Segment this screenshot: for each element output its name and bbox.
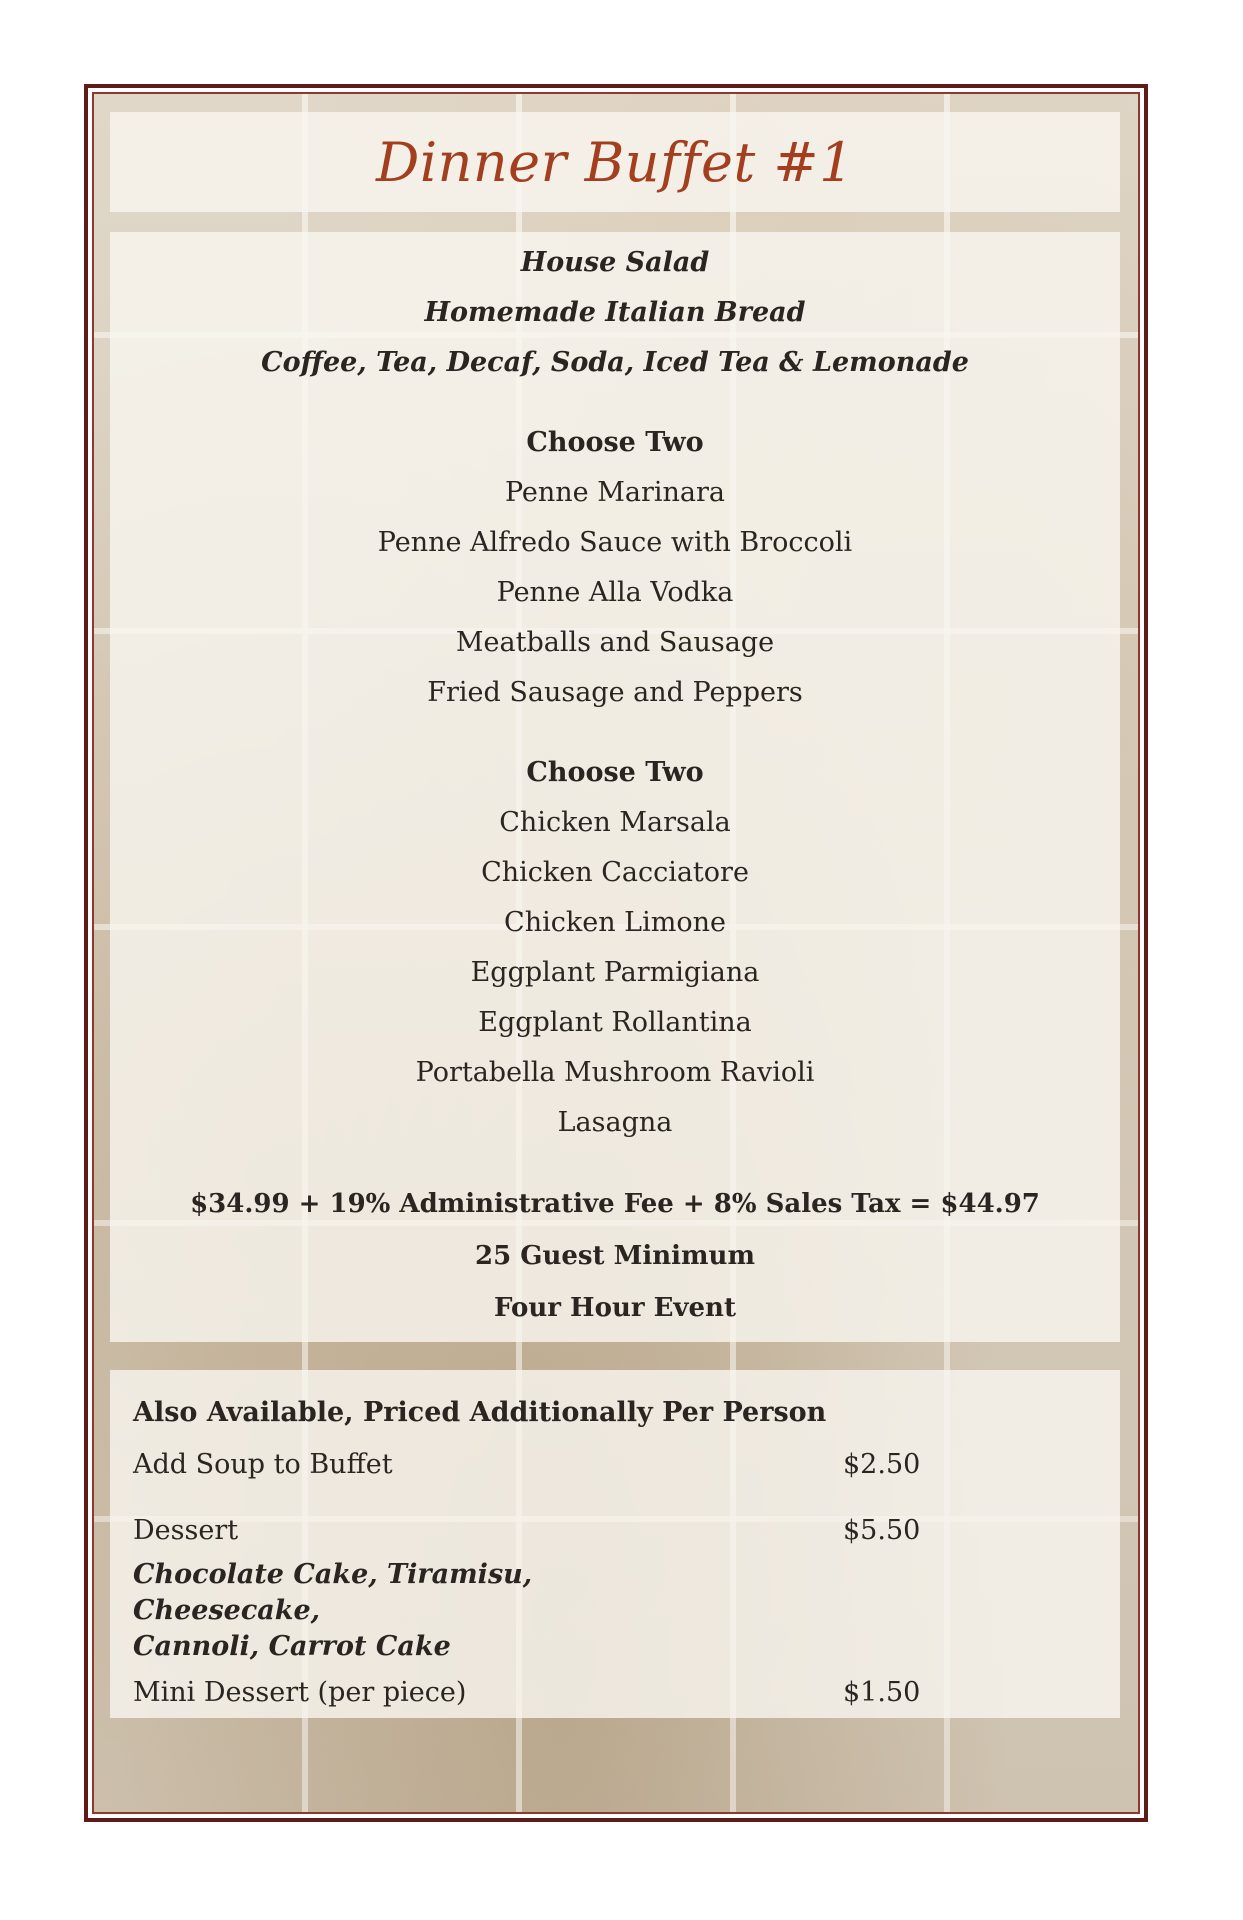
extras-item-price: $2.50 <box>843 1449 921 1480</box>
included-item: House Salad <box>520 247 710 278</box>
group-heading: Choose Two <box>526 427 704 458</box>
price-line: $34.99 + 19% Administrative Fee + 8% Sales Tax = $44.97 <box>190 1189 1040 1219</box>
extras-item-price: $1.50 <box>843 1677 921 1708</box>
menu-item: Eggplant Parmigiana <box>470 957 760 988</box>
extras-item-price: $5.50 <box>843 1515 921 1546</box>
extras-row-dessert <box>133 1507 923 1555</box>
menu-body <box>110 238 1120 1334</box>
menu-item: Penne Alla Vodka <box>496 577 734 608</box>
dessert-options-line: Chocolate Cake, Tiramisu, Cheesecake, <box>133 1559 533 1626</box>
menu-item: Fried Sausage and Peppers <box>427 677 803 708</box>
included-item: Homemade Italian Bread <box>424 297 806 328</box>
page-title: Dinner Buffet #1 <box>376 130 854 194</box>
menu-item: Meatballs and Sausage <box>455 627 775 658</box>
extras-item-label: Dessert <box>133 1515 239 1546</box>
menu-item: Chicken Marsala <box>499 807 731 838</box>
extras-item-label: Mini Dessert (per piece) <box>133 1677 467 1708</box>
guest-minimum: 25 Guest Minimum <box>475 1241 755 1271</box>
extras-heading: Also Available, Priced Additionally Per Person <box>133 1397 827 1428</box>
included-item: Coffee, Tea, Decaf, Soda, Iced Tea & Lemonade <box>261 347 969 378</box>
dessert-options-line: Cannoli, Carrot Cake <box>133 1631 451 1662</box>
menu-item: Penne Marinara <box>504 477 726 508</box>
menu-item: Lasagna <box>557 1107 673 1138</box>
menu-item: Eggplant Rollantina <box>478 1007 752 1038</box>
menu-item: Chicken Cacciatore <box>481 857 749 888</box>
extras-row-mini-dessert <box>133 1669 923 1717</box>
menu-item: Penne Alfredo Sauce with Broccoli <box>377 527 853 558</box>
extras-list <box>133 1385 923 1717</box>
dessert-options <box>133 1557 693 1665</box>
extras-item-label: Add Soup to Buffet <box>133 1449 393 1480</box>
menu-item: Portabella Mushroom Ravioli <box>415 1057 815 1088</box>
event-duration: Four Hour Event <box>494 1293 736 1323</box>
menu-item: Chicken Limone <box>504 907 726 938</box>
group-heading: Choose Two <box>526 757 704 788</box>
extras-row-soup <box>133 1441 923 1489</box>
